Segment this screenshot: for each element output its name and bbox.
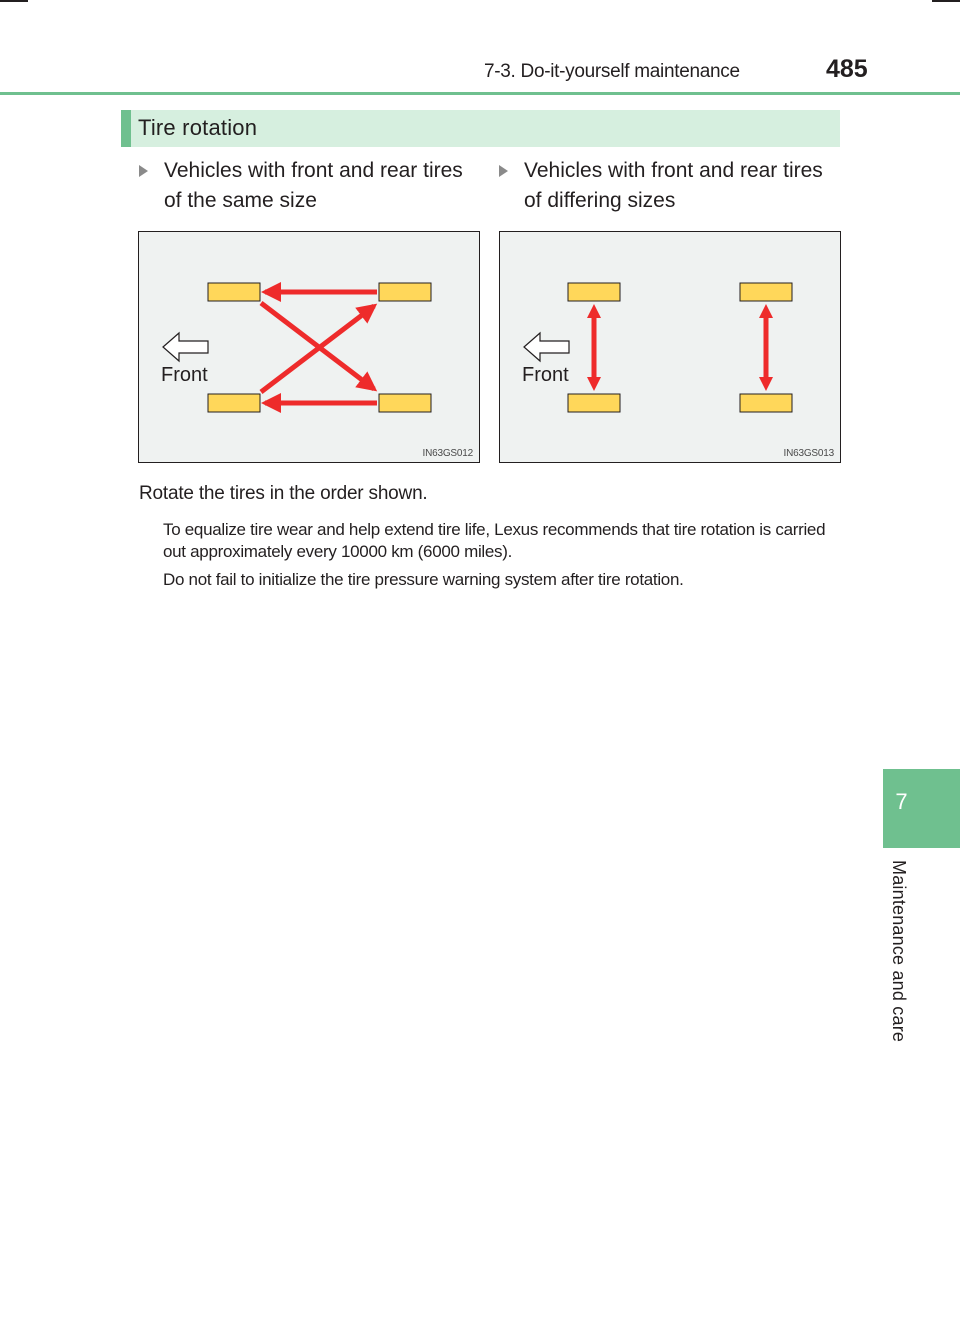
bullet-text: Vehicles with front and rear tires of differing sizes [524, 159, 823, 212]
crop-mark-right [932, 0, 960, 2]
front-arrow-icon [163, 333, 208, 361]
figure-front-rear-rotation [499, 231, 841, 463]
front-rear-rotation-diagram [500, 232, 840, 462]
rotation-arrow [587, 304, 601, 391]
chapter-label: Maintenance and care [889, 860, 909, 1043]
section-heading [121, 110, 840, 147]
section-title: Tire rotation [138, 115, 258, 140]
front-label: Front [161, 364, 208, 386]
header-section-title: 7-3. Do-it-yourself maintenance [484, 61, 740, 82]
instruction-text: Rotate the tires in the order shown. [139, 483, 428, 504]
tire-front-right [208, 394, 260, 412]
chapter-tab [883, 769, 960, 848]
front-arrow-icon [524, 333, 569, 361]
note-tire-pressure-warning: Do not fail to initialize the tire pressure warning system after tire rotation. [163, 570, 684, 589]
figure-code: IN63GS012 [422, 448, 473, 459]
bullet-triangle-icon [139, 165, 148, 177]
note-tire-rotation-interval: To equalize tire wear and help extend tire life, Lexus recommends that tire rotation is carried out approximately every 10000 km (6000 miles). [163, 520, 826, 561]
figure-cross-rotation [138, 231, 480, 463]
tire-front-right [568, 394, 620, 412]
crop-mark-left [0, 0, 28, 2]
section-accent [121, 110, 131, 147]
tire-rear-right [740, 394, 792, 412]
rotation-arrow [759, 304, 773, 391]
page-number: 485 [826, 55, 868, 83]
front-label: Front [522, 364, 569, 386]
bullet-same-size [139, 156, 469, 216]
tire-front-left [568, 283, 620, 301]
header-rule [0, 92, 960, 95]
tire-rear-left [379, 283, 431, 301]
cross-rotation-diagram [139, 232, 479, 462]
bullet-text: Vehicles with front and rear tires of the same size [164, 159, 463, 212]
tire-rear-right [379, 394, 431, 412]
bullet-triangle-icon [499, 165, 508, 177]
bullet-differing-sizes [499, 156, 829, 216]
figure-code: IN63GS013 [783, 448, 834, 459]
tire-rear-left [740, 283, 792, 301]
tire-front-left [208, 283, 260, 301]
chapter-number: 7 [895, 789, 908, 814]
